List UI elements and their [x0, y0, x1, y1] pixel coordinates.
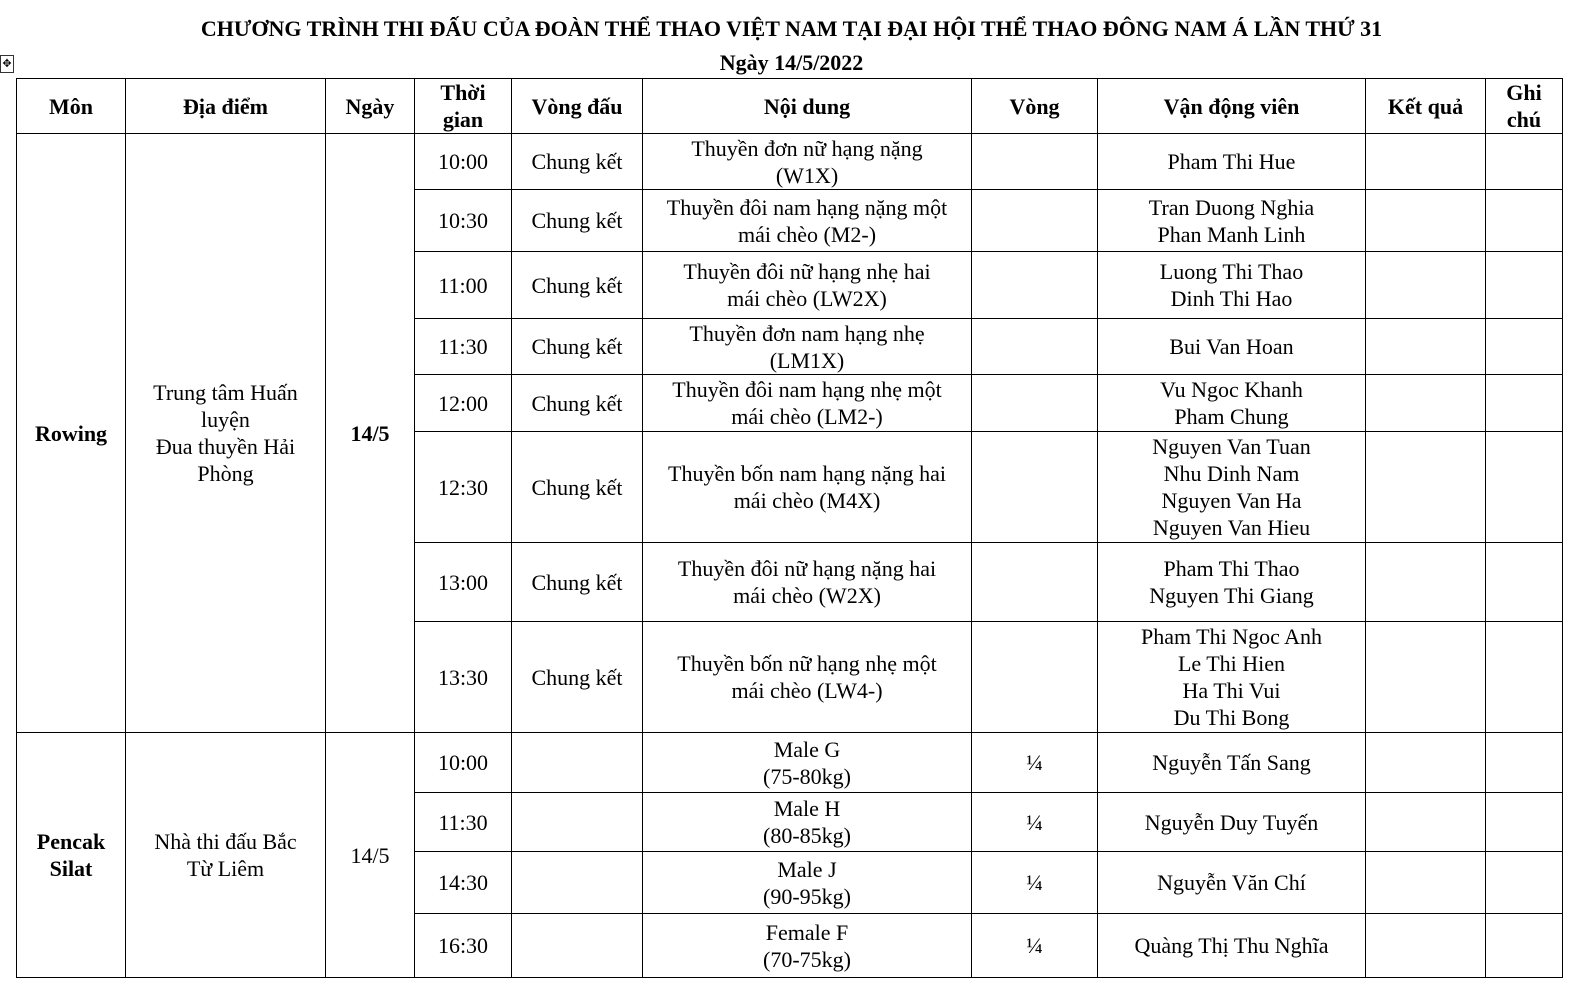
- cell-line: Bui Van Hoan: [1169, 334, 1294, 359]
- athletes-cell: [1098, 852, 1366, 914]
- cell-line: Male J: [777, 856, 837, 882]
- event-cell: [643, 134, 972, 190]
- cell-line: (80-85kg): [763, 823, 851, 848]
- stage-cell: [512, 852, 643, 914]
- cell-line: Tran Duong Nghia: [1148, 194, 1315, 220]
- note-cell: [1486, 190, 1563, 252]
- cell-line: Thuyền bốn nam hạng nặng hai: [668, 461, 946, 486]
- note-cell: [1486, 733, 1563, 793]
- cell-line: mái chèo (M2-): [737, 221, 877, 247]
- result-cell: [1366, 190, 1486, 252]
- stage-cell: [512, 733, 643, 793]
- athletes-cell: [1098, 733, 1366, 793]
- round-cell: [972, 432, 1098, 543]
- result-cell: [1366, 375, 1486, 432]
- table-row: [17, 134, 1563, 190]
- stage-cell: Chung kết: [512, 375, 643, 432]
- cell-line: mái chèo (LM2-): [731, 404, 883, 429]
- result-cell: [1366, 319, 1486, 375]
- time-cell: 13:30: [415, 622, 512, 733]
- cell-line: mái chèo (M4X): [733, 488, 881, 513]
- stage-cell: Chung kết: [512, 319, 643, 375]
- cell-line: Nguyen Van Hieu: [1152, 515, 1311, 540]
- round-cell: [972, 543, 1098, 622]
- cell-line: Trung tâm Huấn: [153, 380, 298, 405]
- event-cell: [643, 375, 972, 432]
- round-cell: [972, 622, 1098, 733]
- cell-line: Female F: [765, 919, 849, 945]
- event-cell: [643, 252, 972, 319]
- athletes-cell: [1098, 252, 1366, 319]
- athletes-cell: [1098, 793, 1366, 852]
- round-cell: ¼: [972, 852, 1098, 914]
- cell-line: mái chèo (LW2X): [727, 286, 887, 311]
- header-dia-diem: Địa điểm: [126, 79, 326, 134]
- cell-line: Vu Ngoc Khanh: [1160, 377, 1303, 402]
- round-cell: ¼: [972, 733, 1098, 793]
- time-cell: 12:30: [415, 432, 512, 543]
- cell-line: Nguyen Thi Giang: [1149, 583, 1314, 608]
- result-cell: [1366, 914, 1486, 978]
- event-cell: [643, 543, 972, 622]
- schedule-table: [16, 78, 1563, 978]
- venue-cell: [126, 134, 326, 733]
- cell-line: luyện: [201, 407, 250, 432]
- day-cell: 14/5: [326, 134, 415, 733]
- cell-line: Pham Thi Ngoc Anh: [1140, 624, 1323, 649]
- cell-line: Nguyen Van Tuan: [1152, 434, 1311, 459]
- header-ghi-chu: Ghi chú: [1486, 79, 1563, 134]
- cell-line: Nguyễn Duy Tuyến: [1144, 809, 1319, 835]
- result-cell: [1366, 543, 1486, 622]
- day-cell: 14/5: [326, 733, 415, 978]
- event-cell: [643, 793, 972, 852]
- athletes-cell: [1098, 622, 1366, 733]
- header-thoi-gian: Thời gian: [415, 79, 512, 134]
- cell-line: mái chèo (W2X): [733, 583, 881, 608]
- schedule-body: [17, 134, 1563, 978]
- round-cell: [972, 190, 1098, 252]
- header-vong-dau: Vòng đấu: [512, 79, 643, 134]
- result-cell: [1366, 134, 1486, 190]
- event-cell: [643, 190, 972, 252]
- stage-cell: Chung kết: [512, 134, 643, 190]
- cell-line: Thuyền đơn nam hạng nhẹ: [689, 320, 925, 346]
- note-cell: [1486, 852, 1563, 914]
- result-cell: [1366, 252, 1486, 319]
- sport-cell: Rowing: [17, 134, 126, 733]
- athletes-cell: [1098, 543, 1366, 622]
- page-title: CHƯƠNG TRÌNH THI ĐẤU CỦA ĐOÀN THỂ THAO VIỆT NAM TẠI ĐẠI HỘI THỂ THAO ĐÔNG NAM Á LẦN THỨ 31: [200, 16, 1383, 41]
- event-cell: [643, 622, 972, 733]
- athletes-cell: [1098, 319, 1366, 375]
- result-cell: [1366, 733, 1486, 793]
- time-cell: 11:30: [415, 319, 512, 375]
- cell-line: Ha Thi Vui: [1182, 678, 1281, 703]
- header-vong: Vòng: [972, 79, 1098, 134]
- cell-line: Male H: [773, 796, 841, 821]
- result-cell: [1366, 622, 1486, 733]
- athletes-cell: [1098, 375, 1366, 432]
- athletes-cell: [1098, 134, 1366, 190]
- cell-line: Pham Thi Hue: [1167, 149, 1296, 174]
- note-cell: [1486, 252, 1563, 319]
- cell-line: Pham Thi Thao: [1163, 556, 1300, 581]
- time-cell: 14:30: [415, 852, 512, 914]
- note-cell: [1486, 622, 1563, 733]
- cell-line: Le Thi Hien: [1177, 651, 1286, 676]
- table-row: [17, 733, 1563, 793]
- stage-cell: Chung kết: [512, 622, 643, 733]
- page-subtitle-date: Ngày 14/5/2022: [719, 50, 864, 75]
- athletes-cell: [1098, 432, 1366, 543]
- header-row: [17, 79, 1563, 134]
- cell-line: Male G: [773, 736, 841, 762]
- header-noi-dung: Nội dung: [643, 79, 972, 134]
- time-cell: 10:00: [415, 134, 512, 190]
- cell-line: Nguyễn Tấn Sang: [1152, 750, 1311, 775]
- table-move-handle-icon[interactable]: ✥: [0, 55, 14, 73]
- result-cell: [1366, 793, 1486, 852]
- result-cell: [1366, 432, 1486, 543]
- cell-line: Từ Liêm: [186, 856, 265, 881]
- cell-line: (LM1X): [769, 347, 845, 373]
- stage-cell: Chung kết: [512, 543, 643, 622]
- cell-line: Pham Chung: [1174, 404, 1289, 429]
- time-cell: 11:30: [415, 793, 512, 852]
- time-cell: 12:00: [415, 375, 512, 432]
- round-cell: [972, 375, 1098, 432]
- cell-line: (90-95kg): [763, 883, 851, 909]
- cell-line: Nguyễn Văn Chí: [1157, 870, 1306, 895]
- round-cell: [972, 134, 1098, 190]
- cell-line: Thuyền đôi nam hạng nặng một: [666, 194, 948, 220]
- stage-cell: Chung kết: [512, 252, 643, 319]
- time-cell: 10:30: [415, 190, 512, 252]
- round-cell: [972, 319, 1098, 375]
- cell-line: (70-75kg): [763, 946, 851, 972]
- cell-line: Thuyền bốn nữ hạng nhẹ một: [677, 651, 937, 676]
- note-cell: [1486, 375, 1563, 432]
- cell-line: Nhà thi đấu Bắc: [154, 829, 297, 854]
- cell-line: mái chèo (LW4-): [731, 678, 883, 703]
- cell-line: Thuyền đơn nữ hạng nặng: [691, 135, 923, 161]
- cell-line: Thuyền đôi nữ hạng nặng hai: [677, 556, 937, 581]
- round-cell: ¼: [972, 793, 1098, 852]
- time-cell: 11:00: [415, 252, 512, 319]
- stage-cell: Chung kết: [512, 432, 643, 543]
- cell-line: Luong Thi Thao: [1159, 259, 1304, 284]
- cell-line: Dinh Thi Hao: [1170, 286, 1293, 311]
- cell-line: Thuyền đôi nữ hạng nhẹ hai: [683, 259, 931, 284]
- cell-line: Phòng: [197, 461, 254, 486]
- header-mon: Môn: [17, 79, 126, 134]
- cell-line: (W1X): [775, 162, 839, 188]
- note-cell: [1486, 914, 1563, 978]
- sport-cell: [17, 733, 126, 978]
- time-cell: 16:30: [415, 914, 512, 978]
- cell-line: Du Thi Bong: [1173, 705, 1290, 730]
- event-cell: [643, 914, 972, 978]
- round-cell: [972, 252, 1098, 319]
- result-cell: [1366, 852, 1486, 914]
- cell-line: Đua thuyền Hải: [155, 434, 296, 459]
- athletes-cell: [1098, 190, 1366, 252]
- event-cell: [643, 733, 972, 793]
- note-cell: [1486, 432, 1563, 543]
- stage-cell: [512, 914, 643, 978]
- event-cell: [643, 852, 972, 914]
- stage-cell: [512, 793, 643, 852]
- cell-line: Nhu Dinh Nam: [1163, 461, 1300, 486]
- cell-line: Phan Manh Linh: [1157, 221, 1306, 247]
- note-cell: [1486, 543, 1563, 622]
- note-cell: [1486, 134, 1563, 190]
- time-cell: 13:00: [415, 543, 512, 622]
- athletes-cell: [1098, 914, 1366, 978]
- header-ngay: Ngày: [326, 79, 415, 134]
- venue-cell: [126, 733, 326, 978]
- sport-label: Pencak Silat: [36, 829, 106, 881]
- header-ket-qua: Kết quả: [1366, 79, 1486, 134]
- time-cell: 10:00: [415, 733, 512, 793]
- header-van-dong-vien: Vận động viên: [1098, 79, 1366, 134]
- note-cell: [1486, 319, 1563, 375]
- event-cell: [643, 432, 972, 543]
- event-cell: [643, 319, 972, 375]
- cell-line: Quàng Thị Thu Nghĩa: [1134, 933, 1329, 958]
- cell-line: Thuyền đôi nam hạng nhẹ một: [672, 377, 942, 402]
- stage-cell: Chung kết: [512, 190, 643, 252]
- note-cell: [1486, 793, 1563, 852]
- cell-line: (75-80kg): [763, 763, 851, 789]
- round-cell: ¼: [972, 914, 1098, 978]
- cell-line: Nguyen Van Ha: [1161, 488, 1302, 513]
